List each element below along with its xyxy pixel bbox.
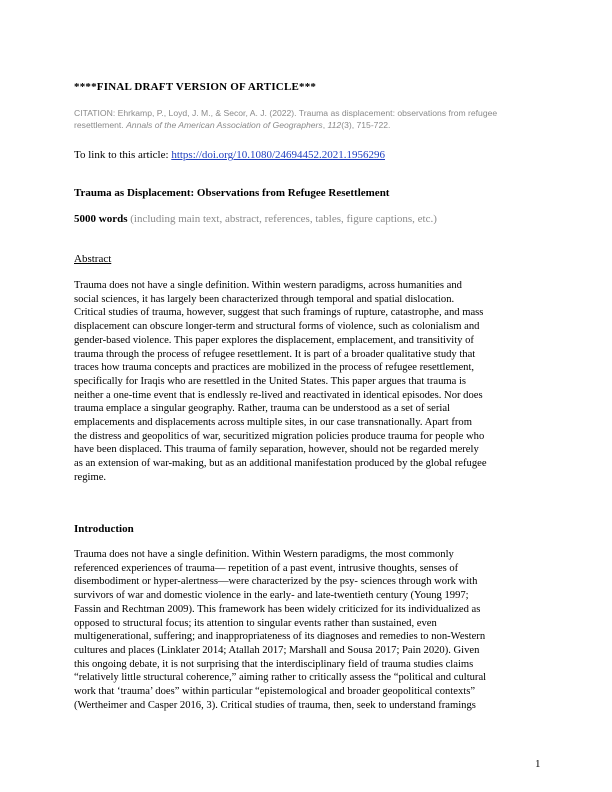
intro-line: multigenerational, suffering; and inappropriateness of its diagnoses and remedies to non-Western: [74, 631, 486, 643]
abstract-line: displacement can obscure longer-term and structural forms of violence, such as colonialism and: [74, 321, 480, 333]
doi-link[interactable]: https://doi.org/10.1080/24694452.2021.1956296: [171, 149, 386, 161]
citation-suffix: (3), 715-722.: [341, 120, 391, 130]
abstract-line: emplacements and displacements across multiple sites, in our case transnationally. Apart from: [74, 417, 472, 429]
article-link-line: [74, 149, 540, 161]
intro-line: “relatively little structural coherence,” aiming rather to critically assess the “political and cultural: [74, 672, 487, 684]
intro-line: cultures and places (Linklater 2014; Atallah 2017; Marshall and Sousa 2017; Pain 2020). Given: [74, 644, 480, 656]
citation-volume: 112: [327, 120, 342, 130]
introduction-heading: Introduction: [74, 523, 134, 535]
intro-line: Fassin and Rechtman 2009). This framework has been widely criticized for its individualized as: [74, 603, 481, 615]
abstract-line: specifically for Iraqis who are resettled in the United States. This paper argues that trauma is: [74, 375, 467, 387]
word-count-note: (including main text, abstract, references, tables, figure captions, etc.): [127, 213, 437, 225]
abstract-line: regime.: [74, 471, 107, 483]
intro-line: (Wertheimer and Casper 2016, 3). Critical studies of trauma, then, seek to understand framings: [74, 699, 476, 711]
word-count: [74, 213, 540, 225]
draft-label: ****FINAL DRAFT VERSION OF ARTICLE***: [74, 81, 317, 93]
intro-line: referenced experiences of trauma— repetition of a past event, intrusive thoughts, senses of: [74, 562, 459, 574]
abstract-line: gender-based violence. This paper explores the displacement, emplacement, and transitivity of: [74, 334, 474, 346]
introduction-body: [74, 548, 540, 712]
intro-line: survivors of war and domestic violence in the early- and late-twentieth century (Young 1997;: [74, 590, 469, 602]
abstract-line: the distress and geopolitics of war, securitized migration policies produce trauma for people who: [74, 430, 485, 442]
citation: [74, 107, 540, 131]
abstract-line: Critical studies of trauma, however, suggest that such framings of rupture, catastrophe, and mass: [74, 307, 484, 319]
intro-line: work that ‘trauma’ does” within particular “epistemological and broader geopolitical contexts”: [74, 686, 476, 698]
citation-journal: Annals of the American Association of Geographers: [126, 120, 323, 130]
abstract-heading: Abstract: [74, 253, 112, 265]
intro-line: Trauma does not have a single definition. Within Western paradigms, the most commonly: [74, 549, 454, 560]
abstract-line: have been displaced. This trauma of family separation, however, should not be regarded merely: [74, 444, 479, 456]
intro-line: opposed to structural focus; its attention to singular events rather than sustained, even: [74, 617, 437, 629]
abstract-body: [74, 279, 540, 485]
link-label: To link to this article:: [74, 149, 172, 161]
citation-prefix: CITATION: Ehrkamp, P., Loyd, J. M., & Secor, A. J. (2022). Trauma as displacement: observations from refugee resettlement.: [74, 108, 498, 130]
abstract-line: neither a one-time event that is endlessly re-lived and reactivated in identical episodes. Nor does: [74, 389, 483, 401]
abstract-line: trauma emplace a singular geography. Rather, trauma can be understood as a set of serial: [74, 403, 450, 415]
abstract-line: traces how trauma concepts and practices are mobilized in the process of refugee resettlement,: [74, 362, 475, 374]
intro-line: this ongoing debate, it is not surprising that the interdisciplinary field of trauma studies claims: [74, 658, 474, 670]
abstract-line: trauma through the process of refugee resettlement. It is part of a broader qualitative study that: [74, 348, 476, 360]
intro-line: disembodiment or hyper-alertness—were characterized by the psy- sciences through work with: [74, 576, 478, 588]
abstract-line: social sciences, it has largely been characterized through temporal and spatial dislocation.: [74, 293, 455, 305]
page-number: 1: [535, 758, 541, 770]
abstract-line: Trauma does not have a single definition. Within western paradigms, across humanities and: [74, 280, 462, 291]
word-count-value: 5000 words: [74, 213, 128, 225]
abstract-line: as an extension of war-making, but as an additional manifestation produced by the global refugee: [74, 458, 487, 470]
citation-volume-sep: ,: [322, 120, 328, 130]
article-title: Trauma as Displacement: Observations from Refugee Resettlement: [74, 187, 390, 199]
